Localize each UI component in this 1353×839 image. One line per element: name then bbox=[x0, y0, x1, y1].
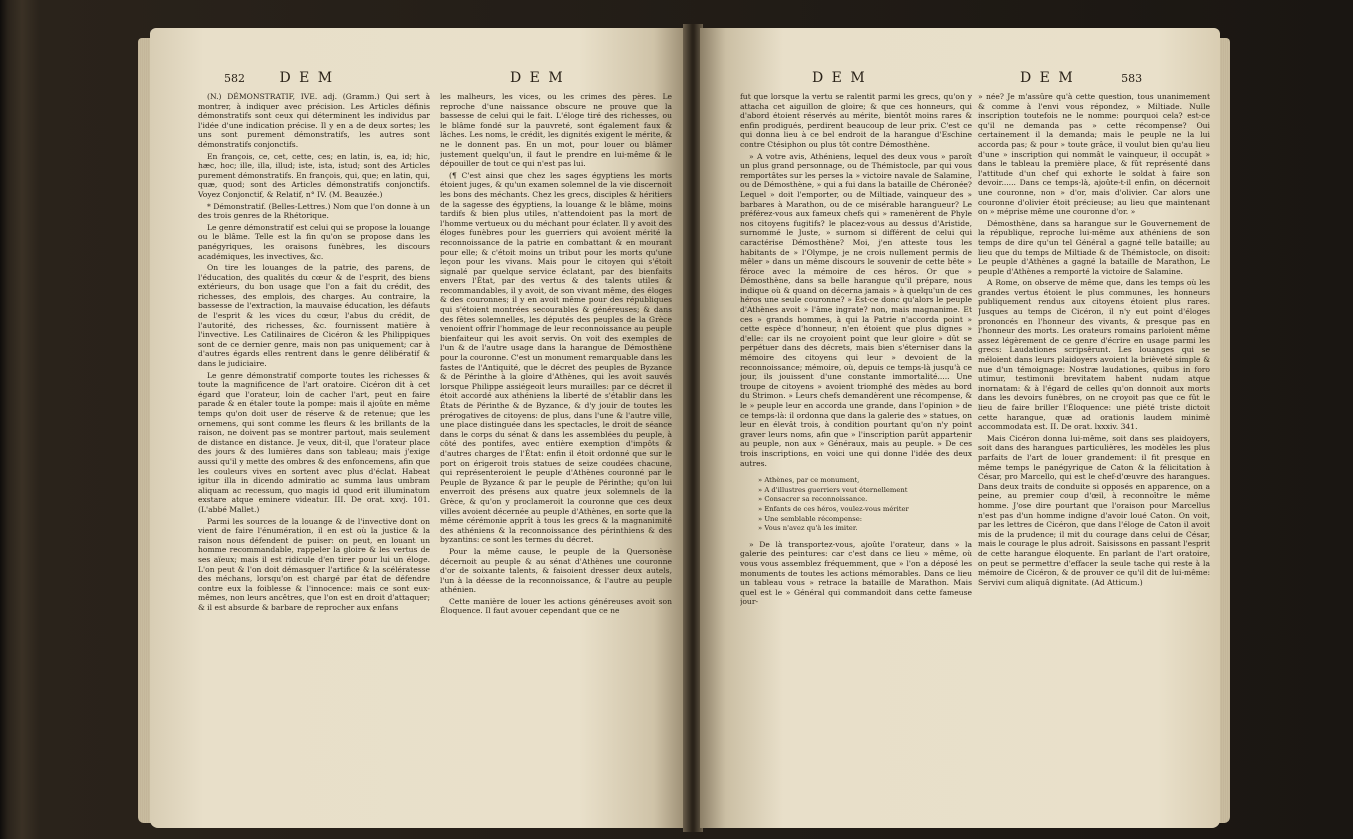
right-running-head-a: D E M bbox=[812, 70, 867, 86]
verse-line: » Consacrer sa reconnoissance. bbox=[758, 495, 868, 504]
verse-line: » Enfants de ces héros, voulez-vous mériter bbox=[758, 504, 909, 513]
paragraph: les malheurs, les vices, ou les crimes des pères. Le reproche d'une naissance obscure ne prouve que la bassesse de celui qui le fait. L'éloge tiré des richesses, ou le blâme fondé sur la pauvreté, sont également faux & lâches. Les noms, le crédit, les dignités exigent le mérite, & ne le donnent pas. En un mot, pour louer ou blâmer justement quelqu'un, il faut le prendre en lui-même & le dépouiller de tout ce qui n'est pas lui. bbox=[440, 92, 672, 169]
paragraph: Parmi les sources de la louange & de l'invective dont on vient de faire l'énumération, il en est où la justice & la raison nous défendent de puiser: on peut, en louant un homme recommandable, rappeler la gloire & les vertus de ses aïeux; mais il est ridicule d'en tirer pour lui un éloge. L'on peut & l'on doit démasquer l'artifice & la scélératesse des méchans, lorsqu'on est chargé par état de défendre contre eux la foiblesse & l'innocence: mais ce sont eux-mêmes, non leurs ancêtres, que l'on est en droit d'attaquer; & il est absurde & barbare de reprocher aux enfans bbox=[198, 516, 430, 612]
paragraph: On tire les louanges de la patrie, des parens, de l'éducation, des qualités du cœur & de l'esprit, des biens extérieurs, du bon usage que l'on a fait du crédit, des richesses, des emplois, des charges. Au contraire, la bassesse de l'extraction, la mauvaise éducation, les défauts de l'esprit & les vices du cœur, l'abus du crédit, de l'autorité, des richesses, &c. fournissent matière à l'invective. Les Catilinaires de Cicéron & les Philippiques sont de ce dernier genre, mais non pas uniquement; car à d'autres égards elles rentrent dans le genre délibératif & dans le judiciaire. bbox=[198, 263, 430, 369]
verse-line: » Athènes, par ce monument, bbox=[758, 476, 860, 485]
right-page-header-b bbox=[1020, 70, 1142, 86]
paragraph: Le genre démonstratif comporte toutes les richesses & toute la magnificence de l'art oratoire. Cicéron dit à cet égard que l'orateur, loin de cacher l'art, peut en faire parade & en étaler toute la pompe: mais il ajoûte en même temps qu'on doit user de réserve & de retenue; que les ornemens, qui sont comme les fleurs & les brillants de la raison, ne doivent pas se montrer partout, mais seulement de distance en distance. Je veux, dit-il, que l'orateur place des jours & des lumières dans son tableau; mais j'exige aussi qu'il y mette des ombres & des enfoncemens, afin que les couleurs vives en sortent avec plus d'éclat. Habeat igitur illa in dicendo admiratio ac summa laus umbram aliquam ac recessum, quo magis id quod erit illuminatum exstare atque eminere videatur. III. De orat. xxvj. 101. (L'abbé Mallet.) bbox=[198, 370, 430, 514]
right-page-number: 583 bbox=[1121, 72, 1143, 85]
left-page bbox=[150, 28, 686, 828]
paragraph: Démosthène, dans sa harangue sur le Gouvernement de la république, reproche lui-même aux athéniens de son temps de dire qu'un tel Général a gagné telle bataille; au lieu que du temps de Miltiade & de Thémistocle, on disoit: Le peuple d'Athènes a gagné la bataille de Marathon, Le peuple d'Athènes a remporté la victoire de Salamine. bbox=[978, 218, 1210, 276]
paragraph: (N.) DÉMONSTRATIF, IVE. adj. (Gramm.) Qui sert à montrer, à indiquer avec précision. Les Articles définis démonstratifs sont ceux qui déterminent les individus par l'idée d'une indication précise. Il y en a de deux sortes; les uns sont purement démonstratifs, les autres sont démonstratifs conjonctifs. bbox=[198, 92, 430, 149]
left-column-2 bbox=[440, 92, 672, 814]
left-running-head-a: D E M bbox=[279, 70, 335, 86]
paragraph: » née? Je m'assûre qu'à cette question, tous unanimement & comme à l'envi vous répondez, » Miltiade. Nulle inscription toutefois ne le nomme: pourquoi cela? est-ce qu'il ne demanda pas » cette récompense? Oui certainement il la demanda; mais le peuple ne la lui accorda pas; & pour » toute grâce, il voulut bien qu'au lieu d'une » inscription qui nommât le vainqueur, il occupât » dans le tableau la première place, & fût représenté dans l'attitude d'un chef qui exhorte le soldat à faire son devoir...... Dans ce temps-là, ajoûte-t-il enfin, on décernoit une couronne, non » d'or, mais d'olivier. Car alors une couronne d'olivier étoit précieuse; au lieu que maintenant on » méprise même une couronne d'or. » bbox=[978, 92, 1210, 217]
paragraph: Pour la même cause, le peuple de la Quersonèse décernoit au peuple & au sénat d'Athènes une couronne d'or de soixante talents, & faisoient dresser deux autels, l'un à la déesse de la reconnoissance, & l'autre au peuple athénien. bbox=[440, 546, 672, 595]
right-running-head-b: D E M bbox=[1020, 70, 1075, 86]
paragraph: En françois, ce, cet, cette, ces; en latin, is, ea, id; hic, hæc, hoc; ille, illa, illud; iste, ista, istud; sont des Articles purement démonstratifs. En françois, qui, que; en latin, qui, quæ, quod; sont des Articles démonstratifs conjonctifs. Voyez Conjonctif, & Relatif, n° IV. (M. Beauzée.) bbox=[198, 151, 430, 199]
right-column-1 bbox=[740, 92, 972, 814]
paragraph: A Rome, on observe de même que, dans les temps où les grandes vertus étoient le plus communes, les honneurs publiquement rendus aux citoyens étoient plus rares. Jusques au temps de Cicéron, il n'y eut point d'éloges prononcés en l'honneur des vivants, & presque pas en l'honneur des morts. Les orateurs romains parloient même assez légèrement de ce genre d'écrire en usage parmi les grecs: Laudationes scripsêrunt. Les louanges qui se méloient dans leurs plaidoyers avoient la brièveté simple & nue d'un témoignage: Nostræ laudationes, quibus in foro utimur, testimonii brevitatem habent nudam atque inornatam: & à l'égard de celles qu'on donnoit aux morts dans les devoirs funèbres, on ne croyoit pas que ce fût le lieu de faire briller l'Éloquence: une piété triste dictoit cette harangue, quæ ad orationis laudem minimè accommodata est. II. De orat. lxxxiv. 341. bbox=[978, 278, 1210, 432]
paragraph: fut que lorsque la vertu se ralentit parmi les grecs, qu'on y attacha cet aiguillon de gloire; & que ces honneurs, qui d'abord étoient réservés au mérite, bientôt moins rares & enfin prodigués, perdirent beaucoup de leur prix. C'est ce qui donna lieu à ce bel endroit de la harangue d'Eschine contre Ctésiphon ou plus tôt contre Démosthène. bbox=[740, 92, 972, 149]
paragraph: (¶ C'est ainsi que chez les sages égyptiens les morts étoient juges, & qu'un examen solemnel de la vie discernoit les bons des méchants. Chez les grecs, disciples & héritiers de la sagesse des égyptiens, la louange & le blâme, moins tardifs & bien plus utiles, n'attendoient pas la mort de l'homme vertueux ou du méchant pour éclater. Il y avoit des éloges funèbres pour les guerriers qui avoient mérité la reconnoissance de la patrie en combattant & en mourant pour elle; & c'étoit moins un tribut pour les morts qu'une leçon pour les vivans. Mais pour le citoyen qui s'étoit signalé par quelque service éclatant, par des bienfaits envers l'État, par des vertus & des talents utiles & recommandables, il y avoit, de son vivant même, des éloges & des couronnes; il y en avoit même pour des républiques qui s'étoient montrées secourables & généreuses; & dans des fêtes solemnelles, les députés des peuples de la Grèce venoient offrir l'hommage de leur reconnoissance au peuple bienfaiteur qui les avoit servis. On voit des exemples de l'un & de l'autre usage dans la harangue de Démosthène pour la couronne. C'est un monument remarquable dans les fastes de l'Antiquité, que le décret des peuples de Byzance & de Périnthe à la gloire d'Athènes, qui les avoit sauvés lorsque Philippe assiégeoit leurs murailles: par ce décret il étoit accordé aux athéniens la liberté de s'établir dans les États de Périnthe & de Byzance, & d'y jouir de toutes les prérogatives de citoyens: de plus, dans l'une & l'autre ville, une place distinguée dans les spectacles, le droit de séance dans le corps du sénat & dans les assemblées du peuple, à côté des pontifes, avec entière exemption d'impôts & d'autres charges de l'État: enfin il étoit ordonné que sur le port on érigeroit trois statues de seize coudées chacune, qui représenteroient le peuple d'Athènes couronné par le Peuple de Byzance & par le peuple de Périnthe; qu'on lui enverroit des présens aux quatre jeux solemnels de la Grèce, & qu'on y proclameroit la couronne que ces deux villes avoient décernée au peuple d'Athènes, en sorte que la même cérémonie apprît à tous les grecs & la magnanimité des athéniens & la reconnoissance des périnthiens & des byzantins: ce sont les termes du décret. bbox=[440, 170, 672, 545]
right-column-2 bbox=[978, 92, 1210, 814]
verse-line: » Une semblable récompense: bbox=[758, 514, 863, 523]
verse-line: » Vous n'avez qu'à les imiter. bbox=[758, 524, 858, 533]
left-page-header-a bbox=[224, 70, 334, 86]
left-page-number: 582 bbox=[224, 72, 245, 85]
paragraph: » De là transportez-vous, ajoûte l'orateur, dans » la galerie des peintures: car c'est dans ce lieu » même, où vous vous assemblez fréquemment, que » l'on a déposé les monuments de toutes les actions mémorables. Dans ce lieu un tableau vous » retrace la bataille de Marathon. Mais quel est le » Général qui commandoit dans cette fameuse jour- bbox=[740, 539, 972, 607]
paragraph: Cette manière de louer les actions généreuses avoit son Éloquence. Il faut avouer cependant que ce ne bbox=[440, 596, 672, 616]
left-column-1 bbox=[198, 92, 430, 814]
right-page bbox=[700, 28, 1220, 828]
left-running-head-b: D E M bbox=[510, 70, 565, 86]
paragraph: * Démonstratif. (Belles-Lettres.) Nom que l'on donne à un des trois genres de la Rhétorique. bbox=[198, 201, 430, 221]
paragraph: » A votre avis, Athéniens, lequel des deux vous » paroît un plus grand personnage, ou de Thémistocle, par qui vous remportâtes sur les perses la » victoire navale de Salamine, ou de Démosthène, » qui a fui dans la bataille de Chéronée? Lequel » doit l'emporter, ou de Miltiade, vainqueur des » barbares à Marathon, ou de ce misérable harangueur? Le préférez-vous aux fameux chefs qui » ramenèrent de Phyle nos citoyens fugitifs? le placez-vous au dessus d'Aristide, surnommé le Juste, » surnom si différent de celui qui caractérise Démosthène? Moi, j'en atteste tous les habitants de » l'Olympe, je ne crois nullement permis de mêler » dans un même discours le souvenir de cette bête » féroce avec la mémoire de ces héros. Or que » Démosthène, dans sa belle harangue qu'il prépare, nous indique où & quand on décerna jamais » à quelqu'un de ces héros une seule couronne? » Est-ce donc qu'alors le peuple d'Athènes avoit » l'âme ingrate? non, mais magnanime. Et ces » grands hommes, à qui la Patrie n'accorda point » cette espèce d'honneur, n'en étoient que plus dignes » d'elle: car ils ne croyoient point que leur gloire » dût se perpétuer dans des décrets, mais bien s'éterniser dans la mémoire des citoyens qui leur » devoient de la reconnoissance; mémoire, où, depuis ce temps-là jusqu'à ce jour, ils jouissent d'une constante immortalité..... Une troupe de citoyens » avoient triomphé des mèdes au bord du Strimon. » Leurs chefs demandèrent une récompense, & le » peuple leur en accorda une grande, dans l'opinion » de ce temps-là: il ordonna que dans la galerie des » statues, on leur en élevât trois, à condition pourtant qu'on n'y point graver leurs noms, afin que » l'inscription parût appartenir au peuple, non aux » Généraux, mais au peuple. » De ces trois inscriptions, en voici une qui donne l'idée des deux autres. bbox=[740, 151, 972, 468]
verse-line: » A d'illustres guerriers veut éternellement bbox=[758, 485, 908, 494]
paragraph: Mais Cicéron donna lui-même, soit dans ses plaidoyers, soit dans des harangues particulières, les modèles les plus parfaits de l'art de louer grandement: il fit presque en même temps le panégyrique de Caton & la félicitation à César, pro Marcello, qui est le chef-d'œuvre des harangues. Dans deux traits de conduite si opposés en apparence, on a peine, au premier coup d'œil, à reconnoître le même homme. J'ose dire pourtant que l'oraison pour Marcellus n'est pas d'un homme indigne d'avoir loué Caton. On voit, par les lettres de Cicéron, que dans l'éloge de Caton il avoit mis de la prudence; il mit du courage dans celui de César, mais le courage le plus adroit. Saisissons en passant l'esprit de cette harangue éloquente. En parlant de l'art oratoire, on peut se permettre d'effacer la seule tache qui reste à la mémoire de Cicéron, & de prouver ce qu'il dit de lui-même: Servivi cum aliquâ dignitate. (Ad Atticum.) bbox=[978, 433, 1210, 587]
paragraph: Le genre démonstratif est celui qui se propose la louange ou le blâme. Telle est la fin qu'on se propose dans les panégyriques, les oraisons funèbres, les discours académiques, les invectives, &c. bbox=[198, 222, 430, 261]
